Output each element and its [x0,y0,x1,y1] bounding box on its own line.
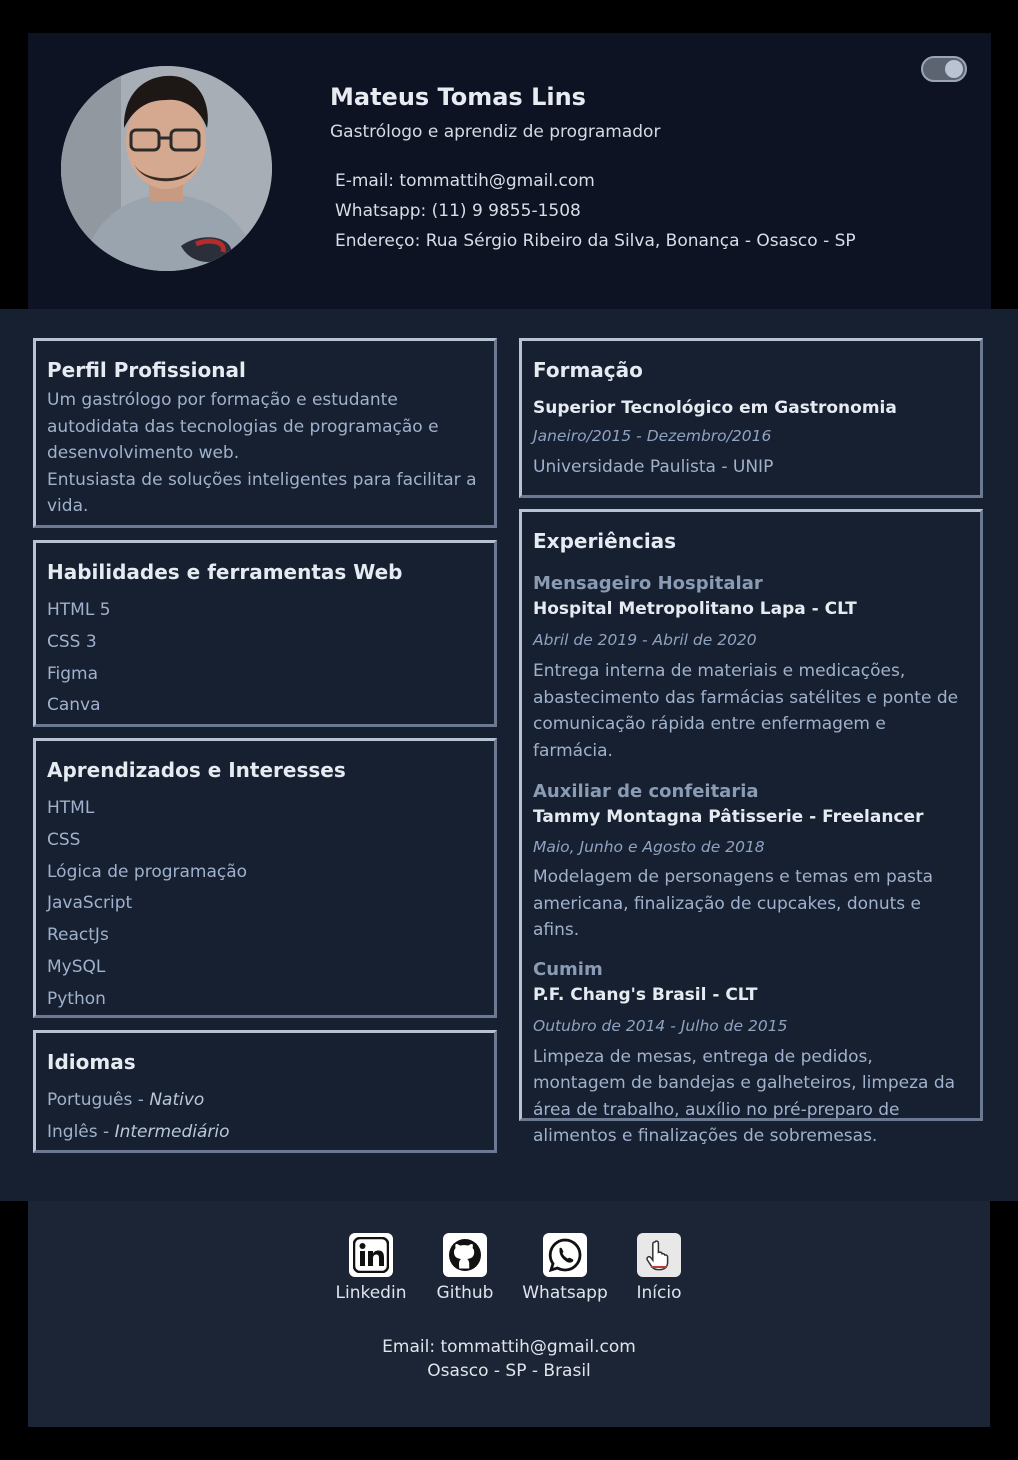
skills-list [47,595,483,722]
experience-card [519,509,983,1146]
toggle-knob [945,60,963,78]
education-card [519,338,983,498]
home-link[interactable] [609,1233,709,1305]
profile-text-1: Um gastrólogo por formação e estudante autodidata das tecnologias de programação e desenvolvimento web. [47,390,439,463]
learning-list [47,793,483,1016]
experience-role: Mensageiro Hospitalar [533,573,763,594]
language-name: Português - [47,1090,150,1110]
link-label: Início [636,1283,682,1303]
experience-item [533,780,969,944]
list-item: JavaScript [47,893,133,914]
education-period: Janeiro/2015 - Dezembro/2016 [533,427,772,445]
pointing-hand-icon[interactable] [637,1233,681,1277]
list-item: Lógica de programação [47,861,248,882]
header [28,33,991,309]
link-label: Github [436,1283,494,1303]
github-icon[interactable] [443,1233,487,1277]
experience-period: Outubro de 2014 - Julho de 2015 [533,1016,788,1035]
github-link[interactable] [415,1233,515,1305]
skills-card [33,540,497,727]
page-subtitle: Gastrólogo e aprendiz de programador [330,122,661,142]
skills-heading: Habilidades e ferramentas Web [47,560,403,584]
list-item: Figma [47,663,99,684]
list-item [47,1117,483,1149]
profile-heading: Perfil Profissional [47,358,246,382]
experience-item [533,958,969,1150]
experience-heading: Experiências [533,529,677,553]
experience-company: P.F. Chang's Brasil - CLT [533,984,758,1005]
list-item: HTML 5 [47,600,111,620]
footer [28,1201,990,1427]
list-item: CSS [47,829,81,850]
languages-list [47,1085,483,1149]
contact-whatsapp: Whatsapp: (11) 9 9855-1508 [335,201,581,221]
main-content [0,309,1018,1201]
list-item: HTML [47,798,95,818]
language-level: Intermediário [114,1121,230,1142]
degree-title: Superior Tecnológico em Gastronomia [533,398,897,418]
languages-card [33,1030,497,1153]
experience-role: Cumim [533,958,603,980]
list-item [47,1085,483,1117]
education-heading: Formação [533,358,643,382]
list-item: Python [47,988,106,1009]
list-item: MySQL [47,956,106,977]
experience-description: Entrega interna de materiais e medicações, abastecimento das farmácias satélites e ponte de comunicação rápida entre enfermagem e farmácia. [533,661,959,761]
learning-heading: Aprendizados e Interesses [47,758,346,782]
experience-item [533,572,969,764]
theme-toggle[interactable] [921,56,967,82]
footer-location: Osasco - SP - Brasil [427,1361,591,1381]
experience-description: Limpeza de mesas, entrega de pedidos, montagem de bandejas e galheteiros, limpeza da área de trabalho, auxílio no pré-preparo de alimentos e finalizações de sobremesas. [533,1046,956,1146]
education-school: Universidade Paulista - UNIP [533,457,774,477]
contact-address: Endereço: Rua Sérgio Ribeiro da Silva, Bonança - Osasco - SP [335,231,856,251]
experience-description: Modelagem de personagens e temas em pasta americana, finalização de cupcakes, donuts e afins. [533,867,934,940]
whatsapp-icon[interactable] [543,1233,587,1277]
link-label: Whatsapp [522,1283,608,1303]
page-title: Mateus Tomas Lins [330,83,586,111]
linkedin-icon[interactable] [349,1233,393,1277]
linkedin-link[interactable] [321,1233,421,1305]
list-item: ReactJs [47,925,109,946]
profile-card [33,338,497,528]
language-level: Nativo [149,1090,205,1110]
learning-card [33,738,497,1018]
link-label: Linkedin [335,1283,407,1303]
experience-role: Auxiliar de confeitaria [533,781,759,802]
profile-text-2: Entusiasta de soluções inteligentes para facilitar a vida. [47,469,477,516]
experience-period: Maio, Junho e Agosto de 2018 [533,838,765,856]
list-item: Canva [47,695,101,716]
experience-period: Abril de 2019 - Abril de 2020 [533,631,757,649]
whatsapp-link[interactable] [515,1233,615,1305]
language-name: Inglês - [47,1121,115,1142]
list-item: CSS 3 [47,631,97,652]
profile-photo [61,66,272,271]
experience-company: Hospital Metropolitano Lapa - CLT [533,599,857,619]
contact-list [335,166,856,256]
avatar [61,66,272,271]
contact-email: E-mail: tommattih@gmail.com [335,171,595,191]
footer-email: Email: tommattih@gmail.com [382,1337,636,1357]
languages-heading: Idiomas [47,1050,136,1074]
experience-company: Tammy Montagna Pâtisserie - Freelancer [533,807,924,827]
